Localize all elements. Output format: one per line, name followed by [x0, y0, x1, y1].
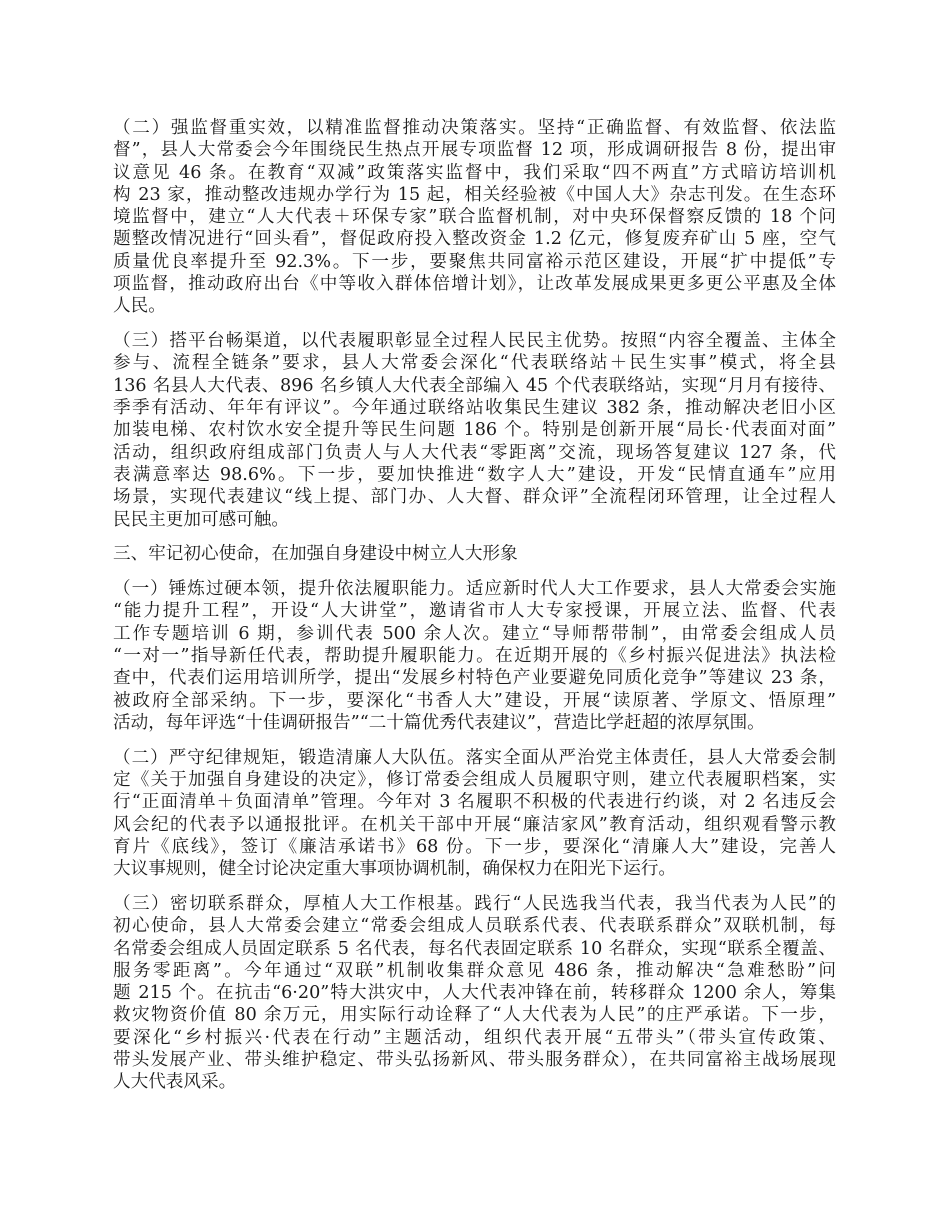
text-line: 定《关于加强自身建设的决定》，修订常委会组成人员履职守则，建立代表履职档案，实 — [113, 770, 836, 791]
text-line: 工作专题培训 6 期，参训代表 500 余人次。建立“导师帮带制”，由常委会组成人员 — [113, 623, 836, 644]
text-line: 场景，实现代表建议“线上提、部门办、人大督、群众评”全流程闭环管理，让全过程人 — [113, 487, 836, 508]
paragraph — [113, 578, 836, 734]
text-line: “能力提升工程”，开设“人大讲堂”，邀请省市人大专家授课，开展立法、监督、代表 — [113, 601, 836, 622]
text-line: 人大代表风采。 — [113, 1072, 237, 1093]
document-body — [113, 117, 836, 1106]
paragraph — [113, 893, 836, 1094]
text-line: 议意见 46 条。在教育“双减”政策落实监督中，我们采取“四不两直”方式暗访培训机 — [113, 162, 836, 183]
text-line: 初心使命，县人大常委会建立“常委会组成人员联系代表、代表联系群众”双联机制，每 — [113, 916, 836, 937]
text-line: 境监督中，建立“人大代表＋环保专家”联合监督机制，对中央环保督察反馈的 18 个问 — [113, 207, 836, 228]
text-line: （二）严守纪律规矩，锻造清廉人大队伍。落实全面从严治党主体责任，县人大常委会制 — [113, 747, 836, 768]
text-line: 民民主更加可感可触。 — [113, 509, 289, 530]
text-line: （一）锤炼过硬本领，提升依法履职能力。适应新时代人大工作要求，县人大常委会实施 — [113, 579, 836, 600]
text-line: 服务零距离”。今年通过“双联”机制收集群众意见 486 条，推动解决“急难愁盼”问 — [113, 960, 836, 981]
paragraph — [113, 747, 836, 881]
paragraph — [113, 117, 836, 318]
text-line: 名常委会组成人员固定联系 5 名代表，每名代表固定联系 10 名群众，实现“联系全覆盖、 — [113, 938, 836, 959]
text-line: 要深化“乡村振兴·代表在行动”主题活动，组织代表开展“五带头”（带头宣传政策、 — [113, 1027, 836, 1048]
text-line: 活动，每年评选“十佳调研报告”“二十篇优秀代表建议”，营造比学赶超的浓厚氛围。 — [113, 712, 765, 733]
text-line: 大议事规则，健全讨论决定重大事项协调机制，确保权力在阳光下运行。 — [113, 859, 677, 880]
text-line: 构 23 家，推动整改违规办学行为 15 起，相关经验被《中国人大》杂志刊发。在生态环 — [113, 184, 836, 205]
text-line: 救灾物资价值 80 余万元，用实际行动诠释了“人大代表为人民”的庄严承诺。下一步， — [113, 1005, 836, 1026]
paragraph — [113, 330, 836, 531]
text-line: 项监督，推动政府出台《中等收入群体倍增计划》，让改革发展成果更多更公平惠及全体 — [113, 274, 836, 295]
text-line: 季季有活动、年年有评议”。今年通过联络站收集民生建议 382 条，推动解决老旧小区 — [113, 398, 836, 419]
text-line: 行“正面清单＋负面清单”管理。今年对 3 名履职不积极的代表进行约谈，对 2 名违反会 — [113, 792, 836, 813]
section-heading — [113, 543, 836, 565]
text-line: 题整改情况进行“回头看”，督促政府投入整改资金 1.2 亿元，修复废弃矿山 5 座，空气 — [113, 229, 836, 250]
text-line: （三）搭平台畅渠道，以代表履职彰显全过程人民民主优势。按照“内容全覆盖、主体全 — [113, 331, 836, 352]
text-line: （二）强监督重实效，以精准监督推动决策落实。坚持“正确监督、有效监督、依法监 — [113, 118, 836, 138]
text-line: 加装电梯、农村饮水安全提升等民生问题 186 个。特别是创新开展“局长·代表面对面” — [113, 420, 836, 441]
text-line: 查中，代表们运用培训所学，提出“发展乡村特色产业要避免同质化竞争”等建议 23 条， — [113, 668, 836, 689]
text-line: 育片《底线》，签订《廉洁承诺书》68 份。下一步，要深化“清廉人大”建设，完善人 — [113, 836, 836, 857]
text-line: 136 名县人大代表、896 名乡镇人大代表全部编入 45 个代表联络站，实现“月月有接待、 — [113, 375, 836, 396]
text-line: 风会纪的代表予以通报批评。在机关干部中开展“廉洁家风”教育活动，组织观看警示教 — [113, 814, 836, 835]
text-line: 题 215 个。在抗击“6·20”特大洪灾中，人大代表冲锋在前，转移群众 1200 余人，筹集 — [113, 983, 836, 1004]
text-line: （三）密切联系群众，厚植人大工作根基。践行“人民选我当代表，我当代表为人民”的 — [113, 894, 836, 914]
text-line: “一对一”指导新任代表，帮助提升履职能力。在近期开展的《乡村振兴促进法》执法检 — [113, 646, 836, 667]
text-line: 被政府全部采纳。下一步，要深化“书香人大”建设，开展“读原著、学原文、悟原理” — [113, 690, 836, 711]
text-line: 质量优良率提升至 92.3%。下一步，要聚焦共同富裕示范区建设，开展“扩中提低”专 — [113, 251, 836, 272]
text-line: 表满意率达 98.6%。下一步，要加快推进“数字人大”建设，开发“民情直通车”应用 — [113, 464, 836, 485]
text-line: 活动，组织政府组成部门负责人与人大代表“零距离”交流，现场答复建议 127 条，代 — [113, 442, 836, 463]
text-line: 人民。 — [113, 296, 166, 317]
text-line: 参与、流程全链条”要求，县人大常委会深化“代表联络站＋民生实事”模式，将全县 — [113, 353, 836, 374]
text-line: 督”，县人大常委会今年围绕民生热点开展专项监督 12 项，形成调研报告 8 份，提出审 — [113, 140, 836, 161]
text-line: 带头发展产业、带头维护稳定、带头弘扬新风、带头服务群众），在共同富裕主战场展现 — [113, 1050, 836, 1071]
text-line: 三、牢记初心使命，在加强自身建设中树立人大形象 — [113, 544, 518, 565]
